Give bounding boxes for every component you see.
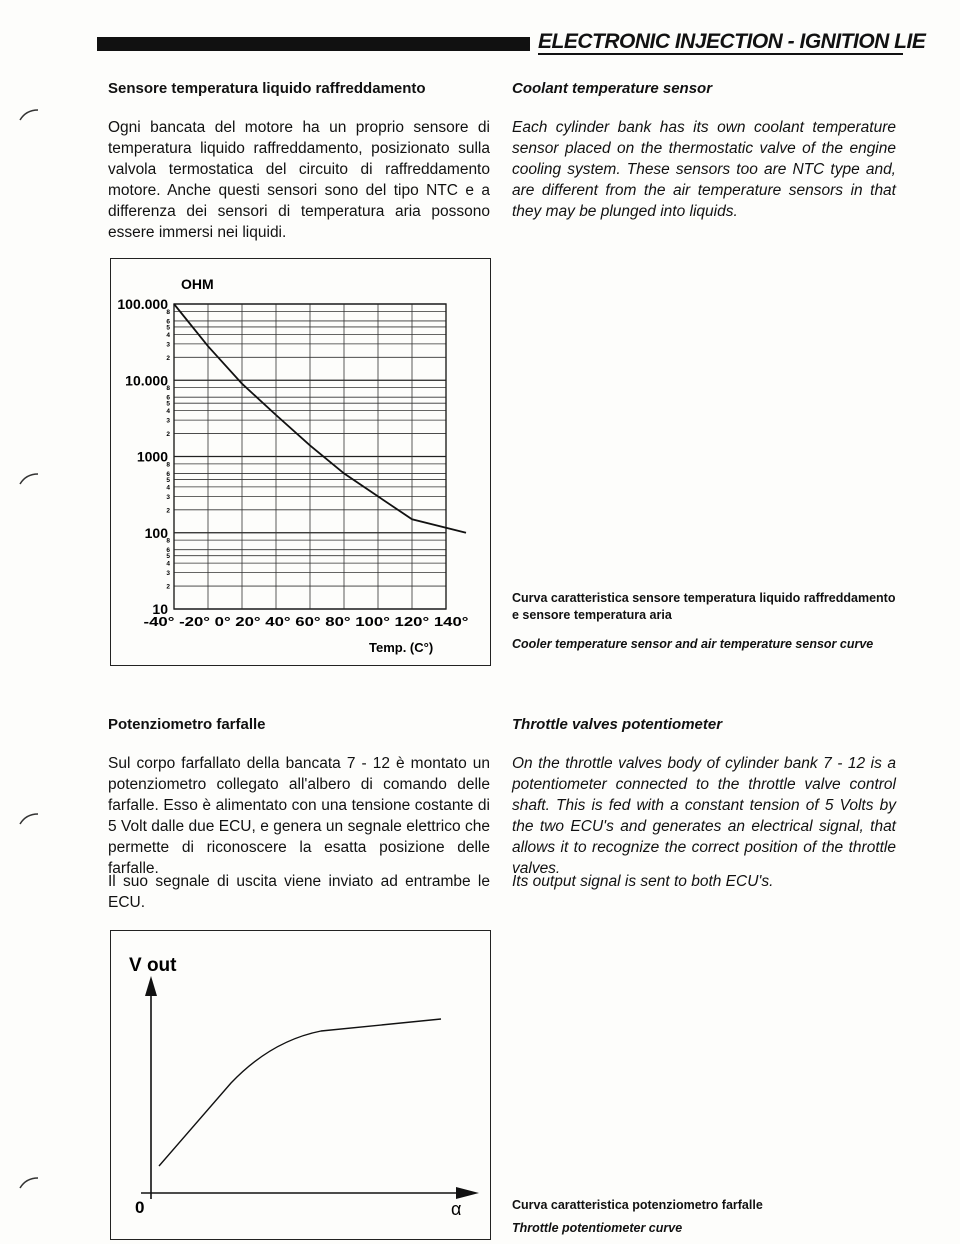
y-minor-tick-label: 8	[166, 537, 170, 545]
y-minor-tick-label: 3	[166, 570, 170, 578]
y-axis-label: V out	[129, 955, 177, 976]
y-minor-tick-label: 6	[166, 547, 170, 555]
x-axis-label: Temp. (C°)	[369, 640, 434, 655]
origin-label: 0	[135, 1198, 145, 1217]
page-header-title: ELECTRONIC INJECTION - IGNITION LIE	[538, 30, 926, 53]
chart-title: OHM	[181, 276, 214, 292]
throttle-body1-en: On the throttle valves body of cylinder bank 7 - 12 is a potentiometer connected to the throttle valve control shaft. This is fed with a constant tension of 5 Volts by the two ECU's and generates an electrical signal, that allows it to recognize the correct position of the throttle valves.	[512, 755, 896, 877]
y-minor-tick-label: 3	[166, 341, 170, 349]
y-minor-tick-label: 5	[166, 553, 170, 561]
series-line-ntc	[174, 304, 466, 533]
margin-mark	[18, 472, 40, 486]
x-axis-label: α	[451, 1199, 462, 1219]
y-minor-tick-label: 4	[166, 331, 170, 339]
tps-caption-it: Curva caratteristica potenziometro farfalle	[512, 1198, 763, 1212]
ntc-resistance-chart	[111, 259, 490, 665]
y-tick-label: 1000	[136, 448, 168, 465]
throttle-title-it: Potenziometro farfalle	[108, 716, 266, 733]
y-minor-tick-label: 6	[166, 470, 170, 478]
margin-mark	[18, 108, 40, 122]
y-minor-tick-label: 2	[166, 431, 170, 439]
y-minor-tick-label: 3	[166, 493, 170, 501]
throttle-chart-frame	[110, 930, 491, 1240]
y-minor-tick-label: 4	[166, 560, 170, 568]
y-minor-tick-label: 2	[166, 583, 170, 591]
coolant-body-en: Each cylinder bank has its own coolant temperature sensor placed on the thermostatic valve of the engine cooling system. These sensors too are NTC type and, are different from the air temperature sensors in that they may be plunged into liquids.	[512, 119, 896, 220]
y-tick-label: 10.000	[125, 372, 168, 389]
y-minor-tick-label: 3	[166, 417, 170, 425]
header-bar	[97, 37, 530, 51]
header-rule	[538, 53, 903, 55]
y-minor-tick-label: 2	[166, 507, 170, 515]
y-tick-label: 100	[144, 524, 168, 541]
y-minor-tick-label: 4	[166, 484, 170, 492]
x-axis-arrow	[456, 1187, 479, 1199]
y-minor-tick-label: 5	[166, 324, 170, 332]
margin-mark	[18, 1176, 40, 1190]
tps-caption-en: Throttle potentiometer curve	[512, 1221, 683, 1235]
series-line-vout	[159, 1019, 441, 1166]
y-minor-tick-label: 5	[166, 400, 170, 408]
throttle-body2-it: Il suo segnale di uscita viene inviato ad entrambe le ECU.	[108, 873, 490, 911]
ntc-chart-frame	[110, 258, 491, 666]
throttle-body2-en: Its output signal is sent to both ECU's.	[512, 873, 774, 890]
ntc-caption-it: Curva caratteristica sensore temperatura liquido raffreddamento e sensore temperatura aria	[512, 591, 896, 622]
y-minor-tick-label: 8	[166, 461, 170, 469]
margin-mark	[18, 812, 40, 826]
y-minor-tick-label: 8	[166, 308, 170, 316]
coolant-title-en: Coolant temperature sensor	[512, 80, 713, 97]
y-minor-tick-label: 6	[166, 394, 170, 402]
throttle-potentiometer-chart	[111, 931, 490, 1239]
throttle-title-en: Throttle valves potentiometer	[512, 716, 723, 733]
coolant-title-it: Sensore temperatura liquido raffreddamento	[108, 80, 426, 97]
coolant-body-it: Ogni bancata del motore ha un proprio sensore di temperatura liquido raffreddamento, posizionato sulla valvola termostatica del circuito di raffreddamento motore. Anche questi sensori sono del tipo NTC e a differenza dei sensori di temperatura aria possono essere immersi nei liquidi.	[108, 119, 490, 241]
y-tick-label: 10	[152, 601, 168, 617]
throttle-body1-it: Sul corpo farfallato della bancata 7 - 12 è montato un potenziometro collegato all'albero di comando delle farfalle. Esso è alimentato con una tensione costante di 5 Volt dalle due ECU, e genera un segnale elettrico che permette di riconoscere la esatta posizione delle farfalle.	[108, 755, 490, 877]
y-tick-label: 100.000	[117, 296, 168, 312]
y-minor-tick-label: 8	[166, 385, 170, 393]
y-minor-tick-label: 4	[166, 408, 170, 416]
y-minor-tick-label: 2	[166, 354, 170, 362]
y-minor-tick-label: 6	[166, 318, 170, 326]
ntc-caption-en: Cooler temperature sensor and air temperature sensor curve	[512, 637, 874, 651]
x-tick-labels: -40° -20° 0° 20° 40° 60° 80° 100° 120° 140°	[143, 615, 469, 629]
y-minor-tick-label: 5	[166, 476, 170, 484]
y-axis-arrow	[145, 976, 157, 996]
